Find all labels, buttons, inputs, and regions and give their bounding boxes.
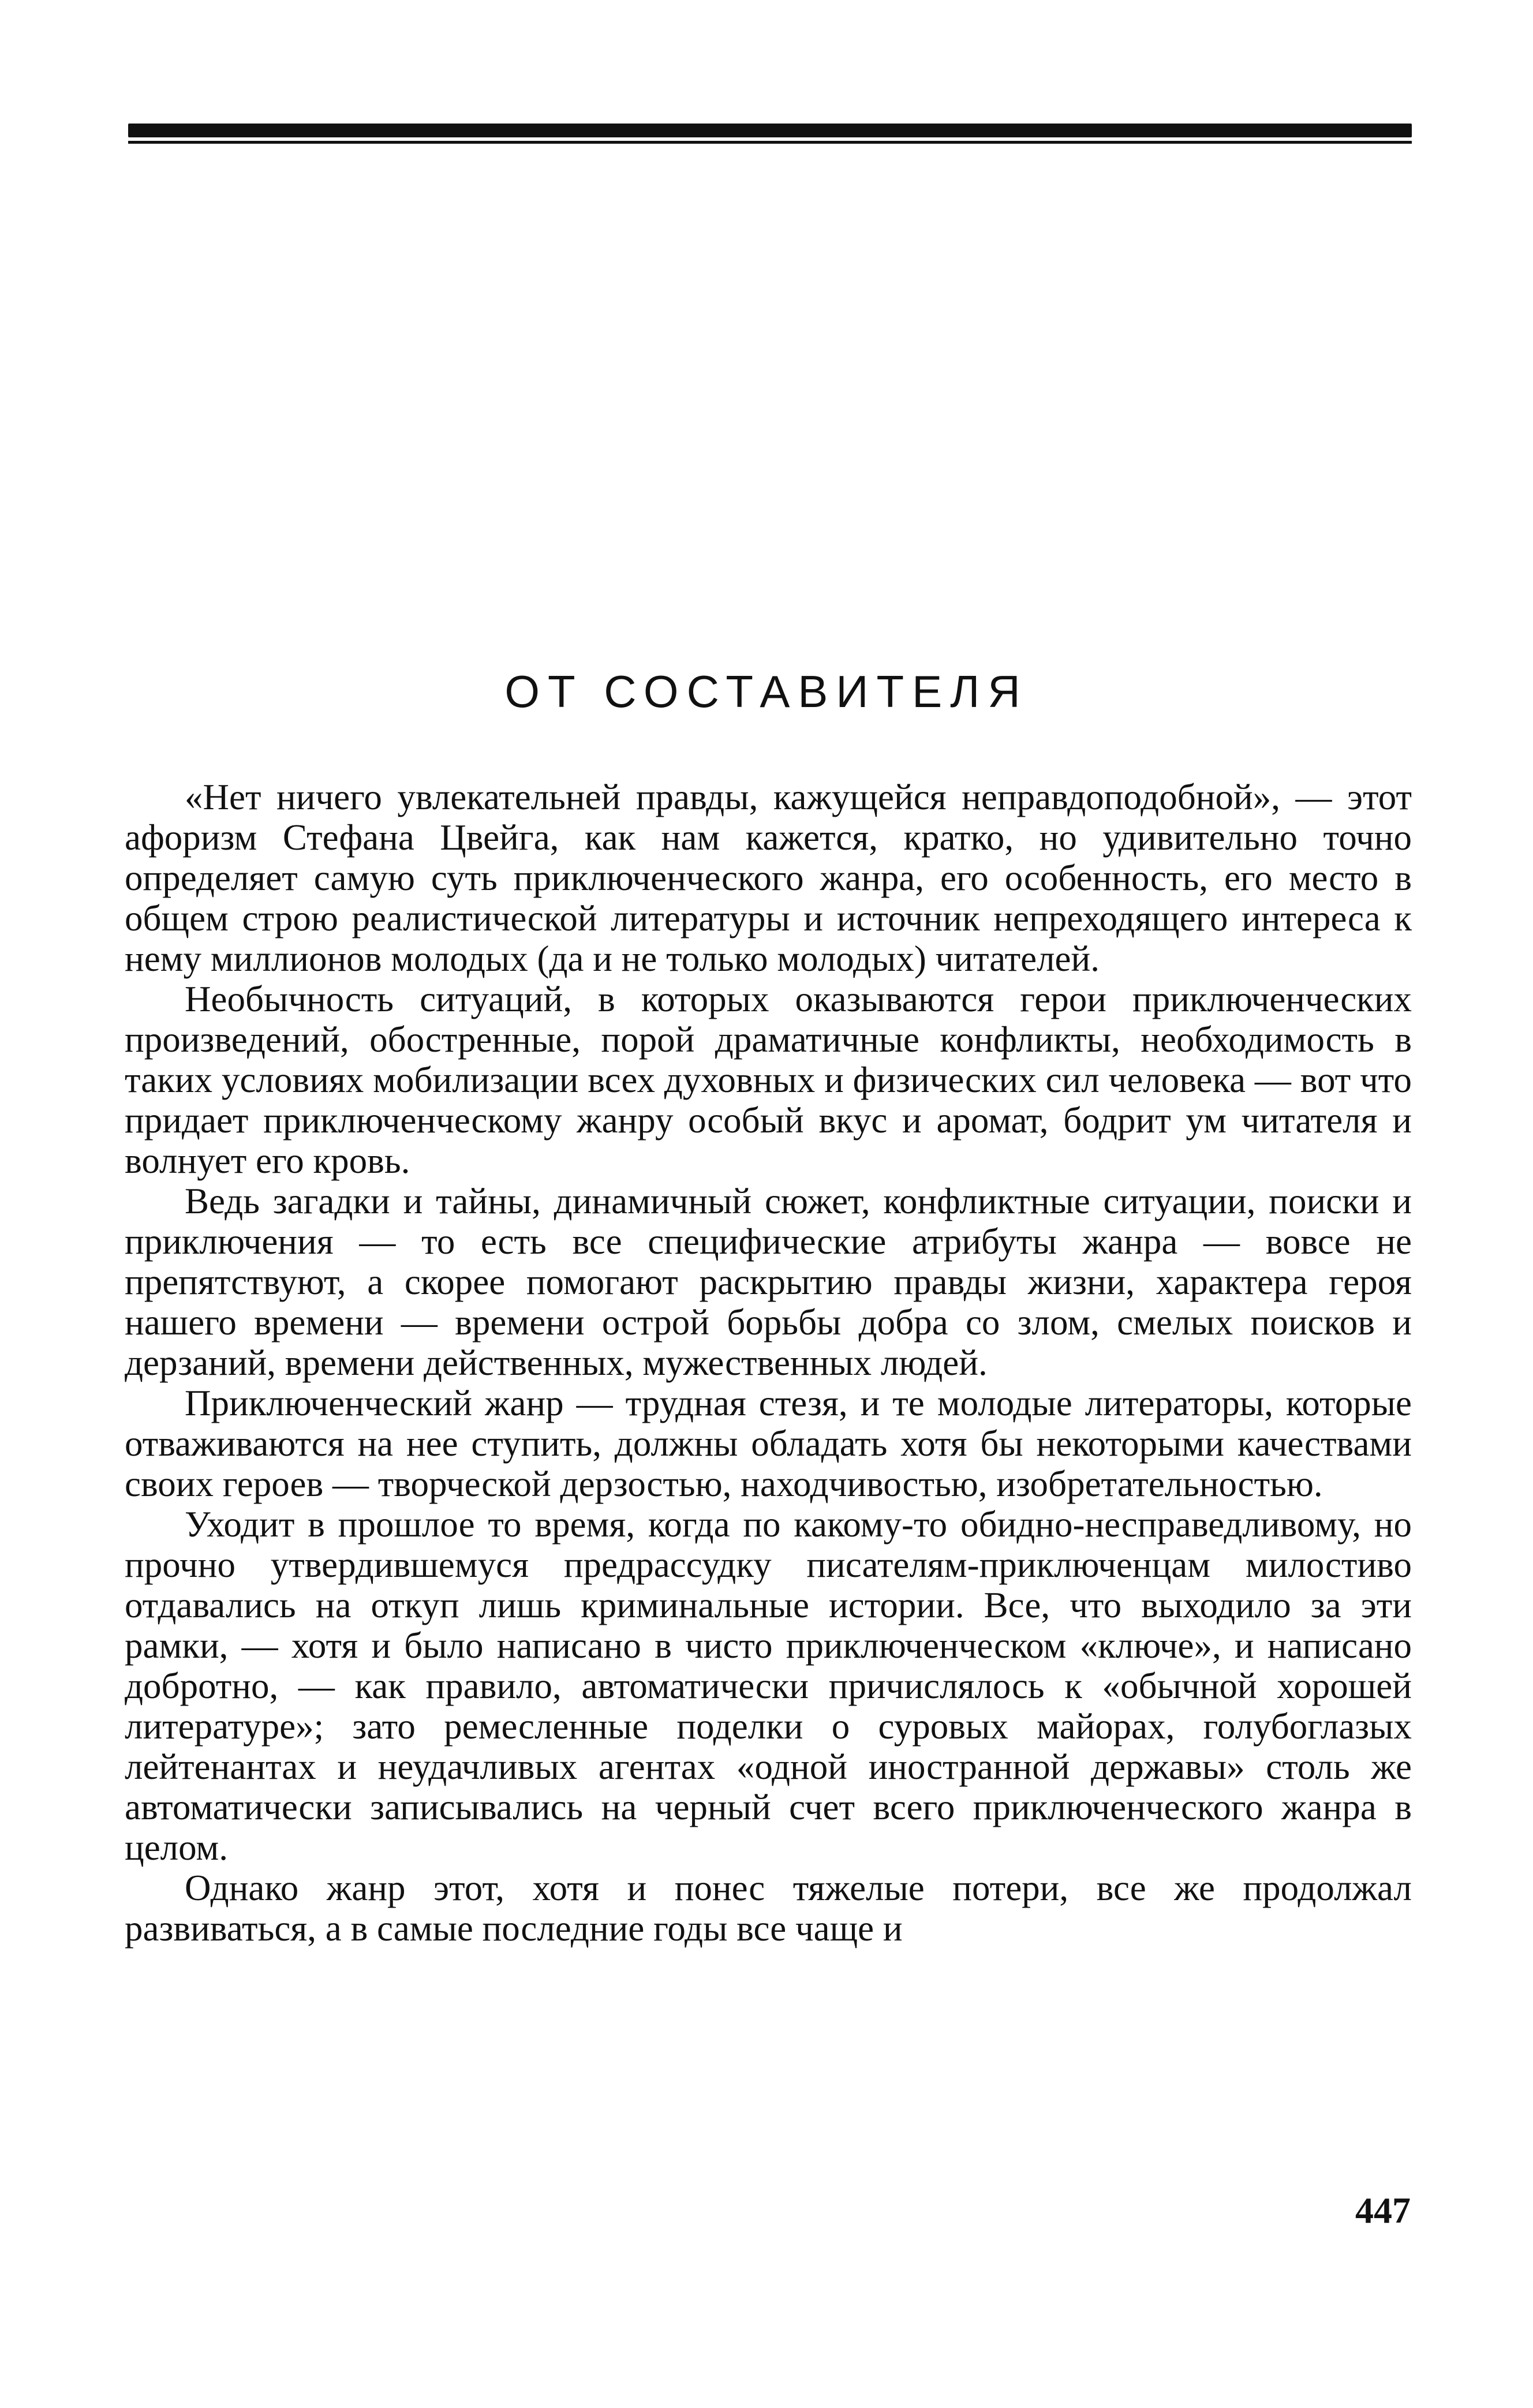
header-rule <box>128 124 1412 137</box>
page-number: 447 <box>1355 2190 1411 2231</box>
paragraph: «Нет ничего увлекательней правды, кажущейся неправдоподобной», — этот афоризм Стефана Цвейга, как нам кажется, кратко, но удивительно точно определяет самую суть приключенческого жанра, его особенность, его место в общем строю реалистической литературы и источник непреходящего интереса к нему миллионов молодых (да и не только молодых) читателей. <box>125 777 1412 979</box>
paragraph: Уходит в прошлое то время, когда по какому-то обидно-несправедливому, но прочно утвердившемуся предрассудку писателям-приключенцам милостиво отдавались на откуп лишь криминальные истории. Все, что выходило за эти рамки, — хотя и было написано в чисто приключенческом «ключе», и написано добротно, — как правило, автоматически причислялось к «обычной хорошей литературе»; зато ремесленные поделки о суровых майорах, голубоглазых лейтенантах и неудачливых агентах «одной иностранной державы» столь же автоматически записывались на черный счет всего приключенческого жанра в целом. <box>125 1504 1412 1868</box>
paragraph: Приключенческий жанр — трудная стезя, и те молодые литераторы, которые отваживаются на нее ступить, должны обладать хотя бы некоторыми качествами своих героев — творческой дерзостью, находчивостью, изобретательностью. <box>125 1383 1412 1504</box>
body-text <box>125 777 1412 1949</box>
header-rule-thin <box>128 141 1412 144</box>
paragraph: Необычность ситуаций, в которых оказываются герои приключенческих произведений, обостренные, порой драматичные конфликты, необходимость в таких условиях мобилизации всех духовных и физических сил человека — вот что придает приключенческому жанру особый вкус и аромат, бодрит ум читателя и волнует его кровь. <box>125 979 1412 1181</box>
paragraph: Ведь загадки и тайны, динамичный сюжет, конфликтные ситуации, поиски и приключения — то есть все специфические атрибуты жанра — вовсе не препятствуют, а скорее помогают раскрытию правды жизни, характера героя нашего времени — времени острой борьбы добра со злом, смелых поисков и дерзаний, времени действенных, мужественных людей. <box>125 1181 1412 1383</box>
chapter-title: ОТ СОСТАВИТЕЛЯ <box>504 666 1029 717</box>
paragraph: Однако жанр этот, хотя и понес тяжелые потери, все же продолжал развиваться, а в самые последние годы все чаще и <box>125 1868 1412 1949</box>
